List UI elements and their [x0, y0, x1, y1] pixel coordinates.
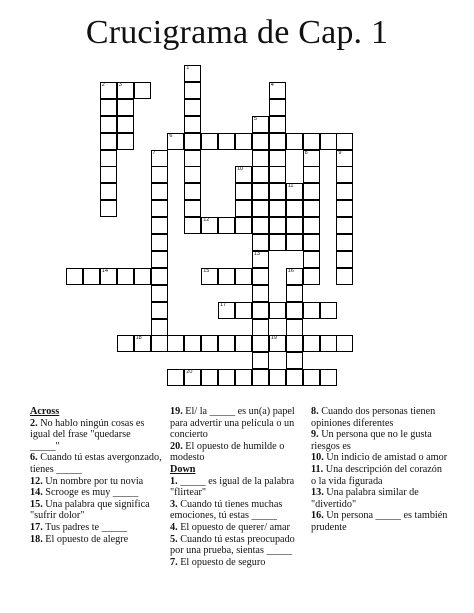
crossword-cell[interactable] — [235, 335, 252, 352]
crossword-cell[interactable] — [201, 335, 218, 352]
clue-item — [30, 418, 162, 453]
crossword-cell[interactable] — [151, 285, 168, 302]
cell-number: 20 — [186, 369, 193, 376]
crossword-cell[interactable] — [286, 217, 303, 234]
crossword-cell[interactable] — [100, 82, 117, 99]
clue-item — [170, 534, 302, 557]
crossword-cell[interactable] — [252, 150, 269, 167]
clue-text: El opuesto de seguro — [177, 556, 266, 568]
clue-number: 3. — [170, 498, 178, 510]
crossword-cell[interactable] — [235, 369, 252, 386]
crossword-cell[interactable] — [269, 82, 286, 99]
crossword-cell[interactable] — [167, 335, 184, 352]
crossword-cell[interactable] — [252, 369, 269, 386]
crossword-cell[interactable] — [184, 369, 201, 386]
crossword-cell[interactable] — [303, 217, 320, 234]
clue-number: 15. — [30, 498, 43, 510]
crossword-cell[interactable] — [201, 369, 218, 386]
crossword-cell[interactable] — [336, 133, 353, 150]
crossword-cell[interactable] — [151, 166, 168, 183]
crossword-cell[interactable] — [100, 200, 117, 217]
crossword-cell[interactable] — [320, 133, 337, 150]
clue-text: Un indicio de amistad o amor — [323, 452, 448, 464]
crossword-cell[interactable] — [117, 116, 134, 133]
crossword-cell[interactable] — [303, 369, 320, 386]
crossword-cell[interactable] — [184, 82, 201, 99]
crossword-cell[interactable] — [235, 268, 252, 285]
crossword-cell[interactable] — [201, 217, 218, 234]
crossword-cell[interactable] — [151, 217, 168, 234]
crossword-cell[interactable] — [201, 268, 218, 285]
crossword-cell[interactable] — [252, 166, 269, 183]
crossword-cell[interactable] — [252, 217, 269, 234]
clue-text: No hablo ningún cosas es igual del frase "quedarse _____" — [30, 417, 145, 452]
crossword-cell[interactable] — [252, 319, 269, 336]
crossword-cell[interactable] — [286, 183, 303, 200]
crossword-cell[interactable] — [235, 217, 252, 234]
crossword-cell[interactable] — [320, 335, 337, 352]
clue-text: Scrooge es muy _____ — [42, 487, 139, 499]
crossword-cell[interactable] — [252, 234, 269, 251]
crossword-cell[interactable] — [336, 251, 353, 268]
crossword-cell[interactable] — [286, 319, 303, 336]
crossword-cell[interactable] — [151, 234, 168, 251]
crossword-cell[interactable] — [269, 99, 286, 116]
crossword-cell[interactable] — [167, 133, 184, 150]
crossword-cell[interactable] — [151, 251, 168, 268]
cell-number: 10 — [237, 166, 244, 173]
crossword-cell[interactable] — [218, 217, 235, 234]
crossword-cell[interactable] — [201, 133, 218, 150]
crossword-cell[interactable] — [303, 268, 320, 285]
clue-text: El opuesto de humilde o modesto — [170, 440, 285, 464]
crossword-cell[interactable] — [336, 234, 353, 251]
crossword-cell[interactable] — [218, 133, 235, 150]
crossword-cell[interactable] — [151, 183, 168, 200]
clue-number: 2. — [30, 417, 38, 429]
crossword-cell[interactable] — [286, 133, 303, 150]
crossword-cell[interactable] — [252, 116, 269, 133]
crossword-cell[interactable] — [83, 268, 100, 285]
clue-number: 11. — [311, 463, 324, 475]
clue-item — [30, 476, 162, 488]
crossword-cell[interactable] — [184, 335, 201, 352]
clue-item — [170, 476, 302, 499]
crossword-cell[interactable] — [218, 369, 235, 386]
clue-item — [311, 510, 449, 533]
crossword-cell[interactable] — [252, 268, 269, 285]
crossword-cell[interactable] — [218, 302, 235, 319]
crossword-cell[interactable] — [303, 234, 320, 251]
cell-number: 5 — [253, 115, 257, 122]
crossword-cell[interactable] — [286, 369, 303, 386]
clue-number: 17. — [30, 521, 43, 533]
crossword-cell[interactable] — [336, 150, 353, 167]
cell-number: 9 — [338, 149, 342, 156]
crossword-cell[interactable] — [151, 302, 168, 319]
crossword-cell[interactable] — [303, 166, 320, 183]
crossword-cell[interactable] — [320, 302, 337, 319]
crossword-cell[interactable] — [286, 268, 303, 285]
clue-item — [311, 406, 449, 429]
clue-number: 6. — [30, 452, 38, 464]
crossword-cell[interactable] — [235, 183, 252, 200]
clue-item — [170, 557, 302, 569]
across-header: Across — [30, 406, 60, 417]
crossword-cell[interactable] — [117, 133, 134, 150]
clue-number: 8. — [311, 406, 319, 417]
crossword-cell[interactable] — [252, 352, 269, 369]
crossword-cell[interactable] — [303, 335, 320, 352]
clue-item — [170, 499, 302, 522]
clue-number: 7. — [170, 556, 178, 568]
cell-number: 15 — [203, 267, 210, 274]
clue-text: Una palabra similar de "divertido" — [311, 487, 419, 510]
clue-text: Un persona _____ es también prudente — [311, 510, 448, 533]
cell-number: 14 — [101, 267, 108, 274]
crossword-cell[interactable] — [286, 234, 303, 251]
clue-text: Tus padres te _____ — [42, 521, 128, 533]
cell-number: 4 — [270, 81, 274, 88]
crossword-cell[interactable] — [336, 183, 353, 200]
clue-item — [30, 487, 162, 499]
clue-text: _____ es igual de la palabra "flirtear" — [170, 475, 295, 499]
crossword-cell[interactable] — [184, 166, 201, 183]
cell-number: 19 — [270, 335, 277, 342]
clue-number: 14. — [30, 487, 43, 499]
crossword-cell[interactable] — [303, 133, 320, 150]
crossword-cell[interactable] — [134, 82, 151, 99]
crossword-cell[interactable] — [117, 82, 134, 99]
cell-number: 2 — [101, 81, 105, 88]
crossword-cell[interactable] — [151, 200, 168, 217]
clue-text: El opuesto de querer/ amar — [177, 521, 290, 533]
crossword-cell[interactable] — [269, 369, 286, 386]
clue-number: 13. — [311, 487, 324, 499]
clue-text: Cuando dos personas tienen opiniones diferentes — [311, 406, 436, 429]
clues-column-2 — [170, 406, 302, 568]
cell-number: 6 — [169, 132, 173, 139]
clue-item — [170, 441, 302, 464]
cell-number: 12 — [203, 217, 210, 224]
crossword-cell[interactable] — [100, 166, 117, 183]
crossword-cell[interactable] — [303, 183, 320, 200]
crossword-cell[interactable] — [117, 99, 134, 116]
clue-text: Una descripción del corazón o la vida figurada — [311, 463, 442, 487]
clue-item — [311, 452, 449, 464]
clue-item — [170, 522, 302, 534]
clue-text: Cuando tú estas preocupado por una prueba, sientas _____ — [170, 533, 295, 557]
crossword-cell[interactable] — [286, 285, 303, 302]
crossword-cell[interactable] — [252, 133, 269, 150]
crossword-cell[interactable] — [134, 268, 151, 285]
clue-number: 16. — [311, 510, 324, 522]
crossword-cell[interactable] — [151, 335, 168, 352]
crossword-cell[interactable] — [167, 369, 184, 386]
clue-item — [30, 452, 162, 475]
clue-item — [30, 499, 162, 522]
crossword-cell[interactable] — [100, 268, 117, 285]
crossword-cell[interactable] — [184, 150, 201, 167]
crossword-cell[interactable] — [269, 116, 286, 133]
crossword-cell[interactable] — [184, 217, 201, 234]
crossword-cell[interactable] — [303, 251, 320, 268]
clue-item — [311, 429, 449, 452]
crossword-cell[interactable] — [151, 319, 168, 336]
crossword-cell[interactable] — [336, 166, 353, 183]
cell-number: 3 — [118, 81, 122, 88]
clues-column-3 — [311, 406, 449, 534]
crossword-cell[interactable] — [269, 166, 286, 183]
crossword-cell[interactable] — [117, 335, 134, 352]
clue-item — [311, 464, 449, 487]
cell-number: 8 — [304, 149, 308, 156]
clues-column-1 — [30, 406, 162, 545]
crossword-cell[interactable] — [100, 99, 117, 116]
crossword-cell[interactable] — [66, 268, 83, 285]
clue-text: Cuando tú estas avergonzado, tienes _____ — [30, 452, 162, 475]
crossword-cell[interactable] — [151, 150, 168, 167]
clue-text: Un nombre por tu novia — [42, 475, 144, 487]
clue-item — [311, 487, 449, 510]
clue-number: 20. — [170, 440, 183, 452]
clue-number: 18. — [30, 533, 43, 545]
crossword-cell[interactable] — [303, 200, 320, 217]
cell-number: 11 — [287, 183, 294, 190]
crossword-cell[interactable] — [336, 335, 353, 352]
page-title: Crucigrama de Cap. 1 — [85, 14, 389, 51]
crossword-cell[interactable] — [218, 335, 235, 352]
crossword-cell[interactable] — [218, 268, 235, 285]
clue-item — [30, 534, 162, 546]
crossword-cell[interactable] — [320, 369, 337, 386]
crossword-cell[interactable] — [235, 133, 252, 150]
clue-item — [30, 522, 162, 534]
crossword-cell[interactable] — [269, 335, 286, 352]
clue-text: El/ la _____ es un(a) papel para advertir una película o un concierto — [170, 406, 295, 441]
cell-number: 18 — [135, 335, 142, 342]
crossword-cell[interactable] — [269, 133, 286, 150]
crossword-cell[interactable] — [269, 217, 286, 234]
crossword-cell[interactable] — [269, 234, 286, 251]
clue-text: Un persona que no le gusta riesgos es — [311, 429, 432, 452]
crossword-cell[interactable] — [184, 116, 201, 133]
crossword-cell[interactable] — [252, 251, 269, 268]
crossword-cell[interactable] — [184, 65, 201, 82]
crossword-cell[interactable] — [252, 285, 269, 302]
crossword-cell[interactable] — [151, 268, 168, 285]
crossword-cell[interactable] — [336, 217, 353, 234]
crossword-cell[interactable] — [184, 133, 201, 150]
down-header: Down — [170, 463, 196, 475]
crossword-cell[interactable] — [252, 183, 269, 200]
clue-text: Una palabra que significa "sufrir dolor" — [30, 498, 150, 522]
crossword-cell[interactable] — [100, 183, 117, 200]
crossword-cell[interactable] — [286, 352, 303, 369]
clue-number: 5. — [170, 533, 178, 545]
crossword-cell[interactable] — [184, 200, 201, 217]
crossword-cell[interactable] — [100, 116, 117, 133]
crossword-cell[interactable] — [117, 268, 134, 285]
crossword-cell[interactable] — [269, 200, 286, 217]
crossword-cell[interactable] — [252, 302, 269, 319]
clue-number: 9. — [311, 429, 319, 441]
cell-number: 13 — [253, 250, 261, 257]
crossword-cell[interactable] — [184, 183, 201, 200]
crossword-cell[interactable] — [134, 335, 151, 352]
crossword-cell[interactable] — [286, 335, 303, 352]
clue-text: El opuesto de alegre — [42, 533, 129, 545]
clue-text: Cuando tú tienes muchas emociones, tú estas _____ — [170, 498, 283, 522]
crossword-cell[interactable] — [252, 335, 269, 352]
crossword-cell[interactable] — [336, 268, 353, 285]
crossword-cell[interactable] — [100, 150, 117, 167]
clue-number: 4. — [170, 521, 178, 533]
clue-number: 10. — [311, 452, 324, 464]
clue-number: 1. — [170, 475, 178, 487]
crossword-cell[interactable] — [269, 183, 286, 200]
clue-number: 12. — [30, 475, 43, 487]
crossword-cell[interactable] — [184, 99, 201, 116]
crossword-cell[interactable] — [303, 302, 320, 319]
cell-number: 1 — [186, 65, 190, 71]
cell-number: 16 — [287, 267, 294, 274]
clue-number: 19. — [170, 406, 183, 417]
crossword-cell[interactable] — [286, 200, 303, 217]
cell-number: 17 — [220, 301, 227, 308]
crossword-cell[interactable] — [286, 302, 303, 319]
crossword-cell[interactable] — [336, 200, 353, 217]
crossword-cell[interactable] — [252, 200, 269, 217]
crossword-cell[interactable] — [235, 200, 252, 217]
crossword-cell[interactable] — [269, 150, 286, 167]
cell-number: 7 — [152, 149, 156, 156]
crossword-cell[interactable] — [235, 166, 252, 183]
crossword-cell[interactable] — [100, 133, 117, 150]
crossword-cell[interactable] — [235, 302, 252, 319]
crossword-cell[interactable] — [269, 302, 286, 319]
clue-item — [170, 406, 302, 441]
crossword-cell[interactable] — [303, 150, 320, 167]
